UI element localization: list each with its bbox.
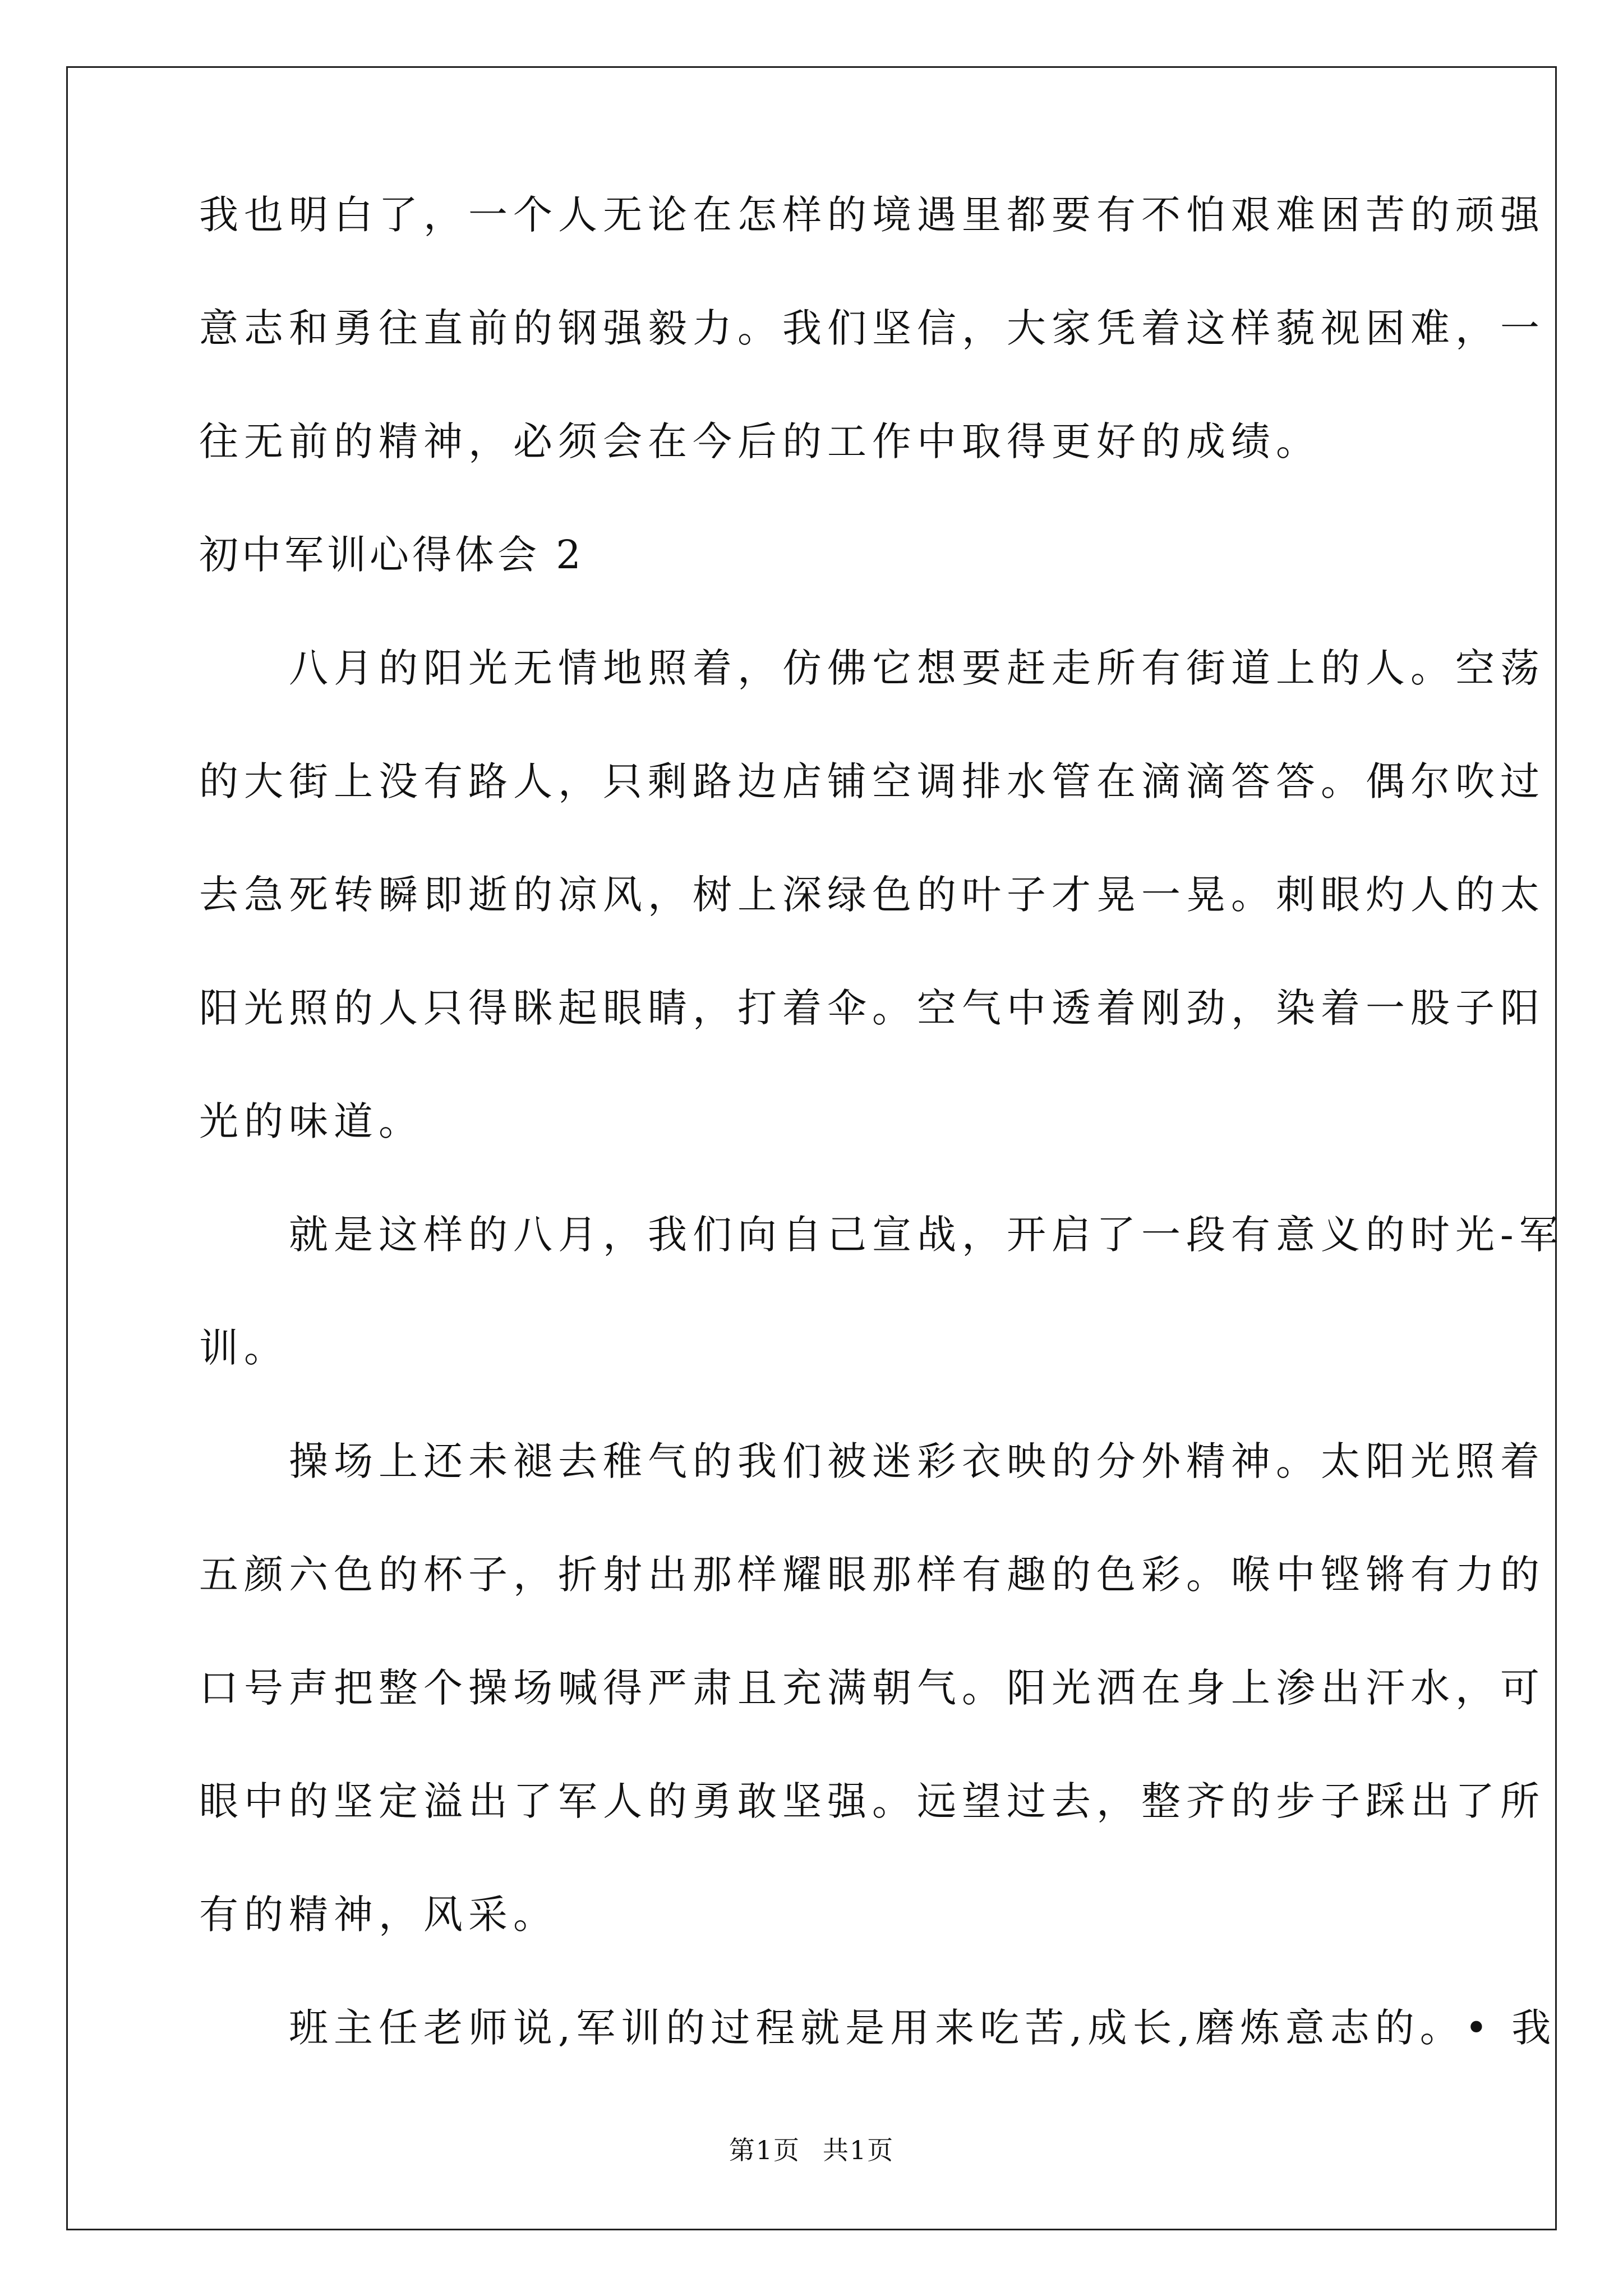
text-line: 我也明白了，一个人无论在怎样的境遇里都要有不怕艰难困苦的顽强 <box>199 192 1545 238</box>
text-line: 口号声把整个操场喊得严肃且充满朝气。阳光洒在身上渗出汗水，可 <box>199 1665 1545 1711</box>
text-line: 五颜六色的杯子，折射出那样耀眼那样有趣的色彩。喉中铿锵有力的 <box>199 1552 1545 1598</box>
text-line: 操场上还未褪去稚气的我们被迷彩衣映的分外精神。太阳光照着 <box>199 1438 1545 1484</box>
text-line: 的大街上没有路人，只剩路边店铺空调排水管在滴滴答答。偶尔吹过 <box>199 758 1545 804</box>
text-line: 往无前的精神，必须会在今后的工作中取得更好的成绩。 <box>199 418 1321 464</box>
text-line: 就是这样的八月，我们向自己宣战，开启了一段有意义的时光-军 <box>199 1212 1564 1258</box>
text-line: 班主任老师说,军训的过程就是用来吃苦,成长,磨炼意志的。• 我 <box>199 2005 1557 2051</box>
page-number: 第1页 <box>728 2135 800 2165</box>
text-line: 光的味道。 <box>199 1098 423 1144</box>
text-line: 阳光照的人只得眯起眼睛，打着伞。空气中透着刚劲，染着一股子阳 <box>199 985 1545 1031</box>
text-line: 八月的阳光无情地照着，仿佛它想要赶走所有街道上的人。空荡 <box>199 645 1545 691</box>
text-line: 去急死转瞬即逝的凉风，树上深绿色的叶子才晃一晃。刺眼灼人的太 <box>199 872 1545 918</box>
text-line: 训。 <box>199 1325 289 1371</box>
text-line: 有的精神，风采。 <box>199 1892 558 1938</box>
page-total: 共1页 <box>823 2135 895 2165</box>
document-body <box>199 192 1564 2122</box>
text-line: 眼中的坚定溢出了军人的勇敢坚强。远望过去，整齐的步子踩出了所 <box>199 1778 1545 1824</box>
page-footer <box>0 2137 1623 2163</box>
text-line: 意志和勇往直前的钢强毅力。我们坚信，大家凭着这样藐视困难，一 <box>199 305 1545 351</box>
section-heading: 初中军训心得体会 2 <box>199 532 584 578</box>
